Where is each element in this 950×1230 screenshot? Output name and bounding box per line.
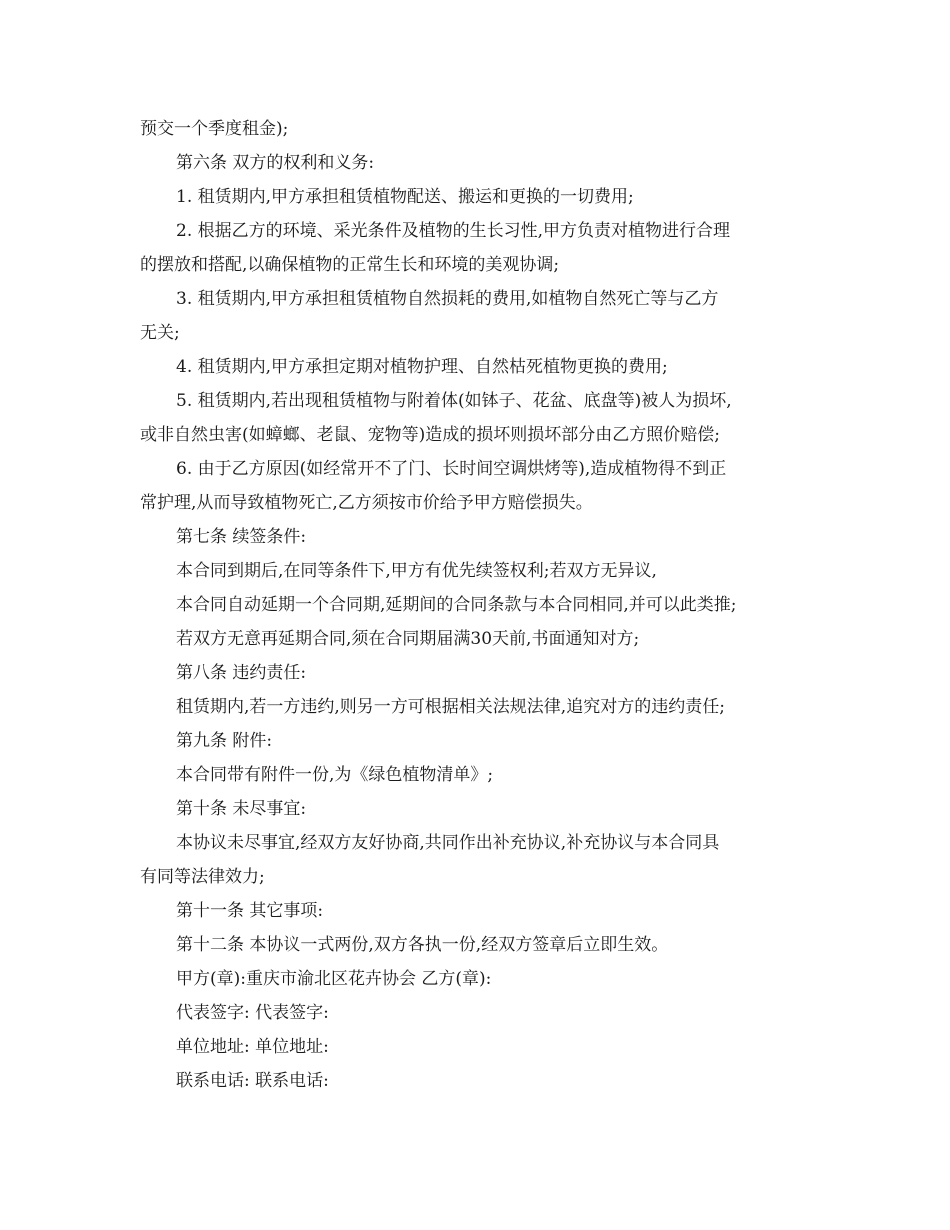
text-line: 4. 租赁期内,甲方承担定期对植物护理、自然枯死植物更换的费用;	[176, 357, 668, 377]
article-heading: 第十二条 本协议一式两份,双方各执一份,经双方签章后立即生效。	[176, 935, 669, 955]
text-line: 无关;	[140, 323, 180, 343]
text-line: 5. 租赁期内,若出现租赁植物与附着体(如钵子、花盆、底盘等)被人为损坏,	[176, 391, 732, 411]
phone-field-line: 联系电话: 联系电话:	[176, 1071, 329, 1091]
text-line: 若双方无意再延期合同,须在合同期届满30天前,书面通知对方;	[176, 629, 640, 649]
signature-party-line: 甲方(章):重庆市渝北区花卉协会 乙方(章):	[176, 969, 492, 989]
text-line: 2. 根据乙方的环境、采光条件及植物的生长习性,甲方负责对植物进行合理	[176, 221, 731, 241]
signature-field-line: 代表签字: 代表签字:	[176, 1003, 329, 1023]
text-line: 或非自然虫害(如蟑螂、老鼠、宠物等)造成的损坏则损坏部分由乙方照价赔偿;	[140, 425, 720, 445]
article-heading: 第八条 违约责任:	[176, 663, 307, 683]
text-line: 6. 由于乙方原因(如经常开不了门、长时间空调烘烤等),造成植物得不到正	[176, 459, 727, 479]
address-field-line: 单位地址: 单位地址:	[176, 1037, 329, 1057]
text-line: 本合同到期后,在同等条件下,甲方有优先续签权利;若双方无异议,	[176, 561, 657, 581]
text-line: 预交一个季度租金);	[140, 119, 289, 139]
article-heading: 第七条 续签条件:	[176, 527, 307, 547]
article-heading: 第十条 未尽事宜:	[176, 799, 307, 819]
text-line: 本合同带有附件一份,为《绿色植物清单》;	[176, 765, 494, 785]
article-heading: 第六条 双方的权利和义务:	[176, 153, 375, 173]
text-line: 本协议未尽事宜,经双方友好协商,共同作出补充协议,补充协议与本合同具	[176, 833, 720, 853]
document-body	[140, 112, 830, 1098]
text-line: 常护理,从而导致植物死亡,乙方须按市价给予甲方赔偿损失。	[140, 493, 593, 513]
text-line: 租赁期内,若一方违约,则另一方可根据相关法规法律,追究对方的违约责任;	[176, 697, 725, 717]
article-heading: 第十一条 其它事项:	[176, 901, 324, 921]
text-line: 有同等法律效力;	[140, 867, 265, 887]
text-line: 1. 租赁期内,甲方承担租赁植物配送、搬运和更换的一切费用;	[176, 187, 634, 207]
text-line: 本合同自动延期一个合同期,延期间的合同条款与本合同相同,并可以此类推;	[176, 595, 737, 615]
text-line: 的摆放和搭配,以确保植物的正常生长和环境的美观协调;	[140, 255, 560, 275]
text-line: 3. 租赁期内,甲方承担租赁植物自然损耗的费用,如植物自然死亡等与乙方	[176, 289, 719, 309]
article-heading: 第九条 附件:	[176, 731, 273, 751]
